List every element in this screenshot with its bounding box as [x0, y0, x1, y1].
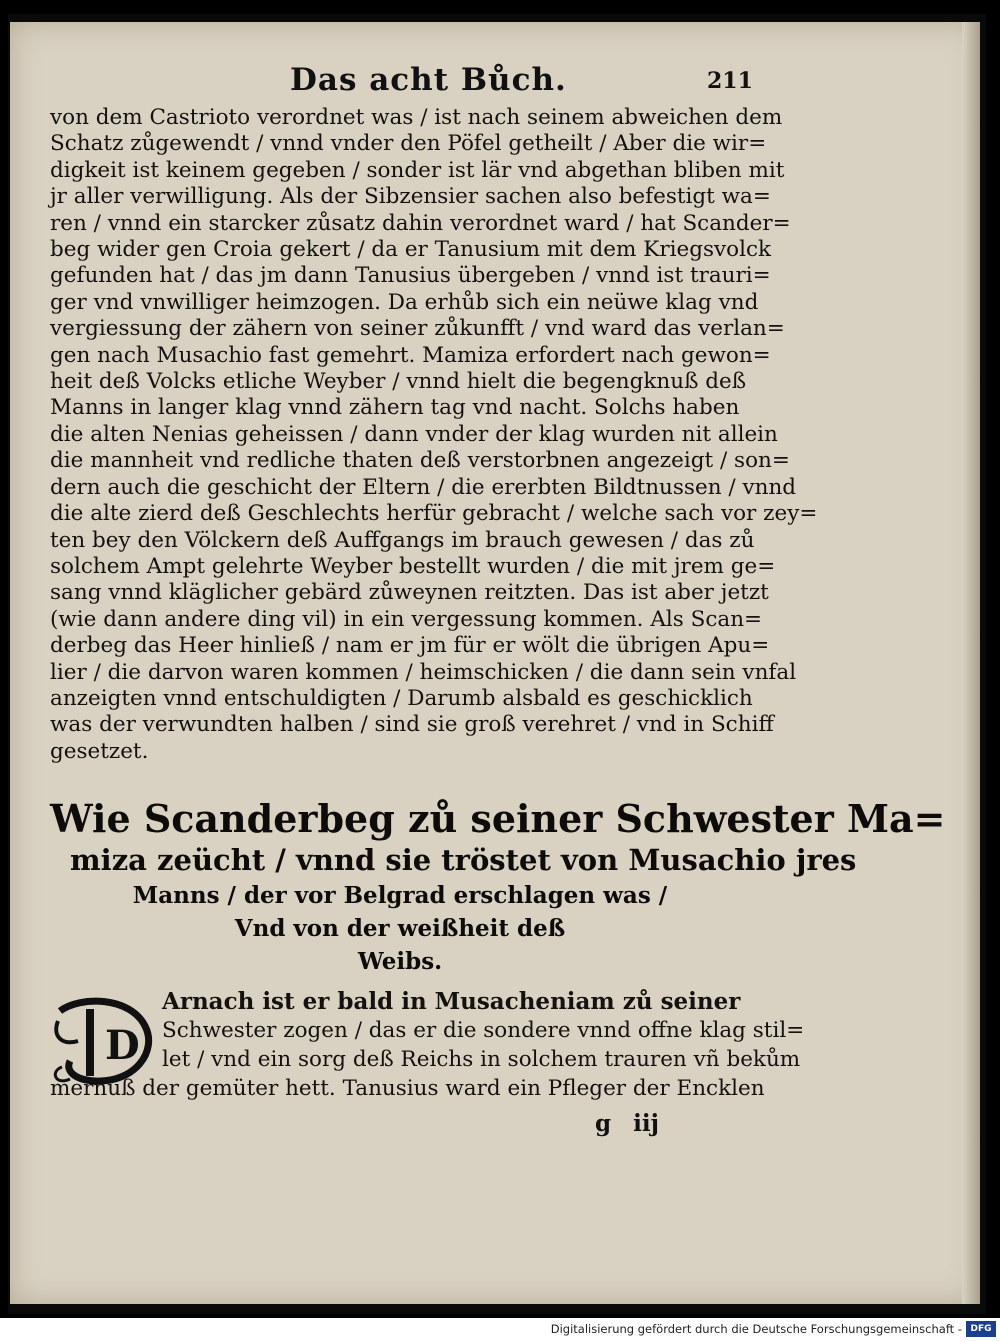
text-line: die alten Nenias geheissen / dann vnder der klag wurden nit allein	[50, 421, 778, 447]
text-line: (wie dann andere ding vil) in ein vergessung kommen. Als Scan=	[50, 606, 763, 632]
text-line: gen nach Musachio fast gemehrt. Mamiza erfordert nach gewon=	[50, 342, 771, 368]
decorated-initial	[50, 991, 160, 1091]
text-line: anzeigten vnnd entschuldigten / Darumb alsbald es geschicklich	[50, 685, 753, 711]
signature-mark: g iij	[595, 1110, 659, 1137]
footer-bar	[0, 1318, 1000, 1341]
running-title: Das acht Bůch.	[290, 62, 567, 98]
text-line: dern auch die geschicht der Eltern / die ererbten Bildtnussen / vnnd	[50, 474, 797, 500]
text-line: von dem Castrioto verordnet was / ist nach seinem abweichen dem	[50, 105, 783, 130]
text-line: die alte zierd deß Geschlechts herfür gebracht / welche sach vor zey=	[50, 501, 818, 527]
chapter-heading	[50, 796, 946, 978]
text-line: Schwester zogen / das er die sondere vnnd offne klag stil=	[162, 1018, 805, 1043]
text-line: was der verwundten halben / sind sie groß verehret / vnd in Schiff	[50, 712, 774, 738]
text-line: Manns in langer klag vnnd zähern tag vnd nacht. Solchs haben	[50, 395, 740, 421]
text-line: Arnach ist er bald in Musacheniam zů seiner	[162, 988, 741, 1015]
text-line: heit deß Volcks etliche Weyber / vnnd hielt die begengknuß deß	[50, 369, 747, 395]
text-line: gefunden hat / das jm dann Tanusius übergeben / vnnd ist trauri=	[50, 263, 771, 289]
text-line: mernuß der gemüter hett. Tanusius ward ein Pfleger der Encklen	[50, 1076, 765, 1101]
text-line: jr aller verwilligung. Als der Sibzensier sachen also befestigt wa=	[50, 184, 771, 210]
text-line: ren / vnnd ein starcker zůsatz dahin verordnet ward / hat Scander=	[50, 210, 791, 236]
text-line: die mannheit vnd redliche thaten deß verstorbnen angezeigt / son=	[50, 448, 790, 474]
book-page	[10, 22, 980, 1304]
heading-line: Manns / der vor Belgrad erschlagen was /	[132, 882, 668, 909]
text-line: digkeit ist keinem gegeben / sonder ist lär vnd abgethan bliben mit	[50, 157, 785, 183]
text-line: beg wider gen Croia gekert / da er Tanusium mit dem Kriegsvolck	[50, 237, 772, 263]
body-text	[50, 105, 818, 765]
text-line: lier / die darvon waren kommen / heimschicken / die dann sein vnfal	[50, 659, 797, 685]
text-line: sang vnnd kläglicher gebärd zůweynen reitzten. Das ist aber jetzt	[50, 580, 769, 606]
text-line: ten bey den Völckern deß Auffgangs im brauch gewesen / das zů	[50, 527, 755, 553]
heading-line: miza zeücht / vnnd sie tröstet von Musachio jres	[70, 843, 857, 877]
heading-line: Vnd von der weißheit deß	[234, 915, 566, 942]
page-edge	[962, 22, 980, 1304]
heading-line: Weibs.	[357, 948, 443, 975]
text-line: vergiessung der zähern von seiner zůkunfft / vnd ward das verlan=	[50, 316, 785, 342]
initial-letter: D	[105, 1022, 140, 1069]
text-line: let / vnd ein sorg deß Reichs in solchem trauren vñ bekům	[162, 1047, 801, 1072]
chapter-text	[50, 987, 805, 1103]
text-line: gesetzet.	[50, 738, 149, 764]
text-line: Schatz zůgewendt / vnnd vnder den Pöfel getheilt / Aber die wir=	[50, 131, 767, 157]
heading-line: Wie Scanderbeg zů seiner Schwester Ma=	[50, 796, 946, 841]
dfg-logo: DFG	[966, 1321, 996, 1337]
folio-number: 211	[707, 68, 753, 94]
text-line: derbeg das Heer hinließ / nam er jm für er wölt die übrigen Apu=	[50, 633, 770, 659]
text-line: ger vnd vnwilliger heimzogen. Da erhůb sich ein neüwe klag vnd	[50, 289, 759, 315]
text-line: solchem Ampt gelehrte Weyber bestellt wurden / die mit jrem ge=	[50, 553, 776, 579]
running-head	[10, 62, 980, 102]
funding-note: Digitalisierung gefördert durch die Deutsche Forschungsgemeinschaft -	[550, 1322, 962, 1336]
